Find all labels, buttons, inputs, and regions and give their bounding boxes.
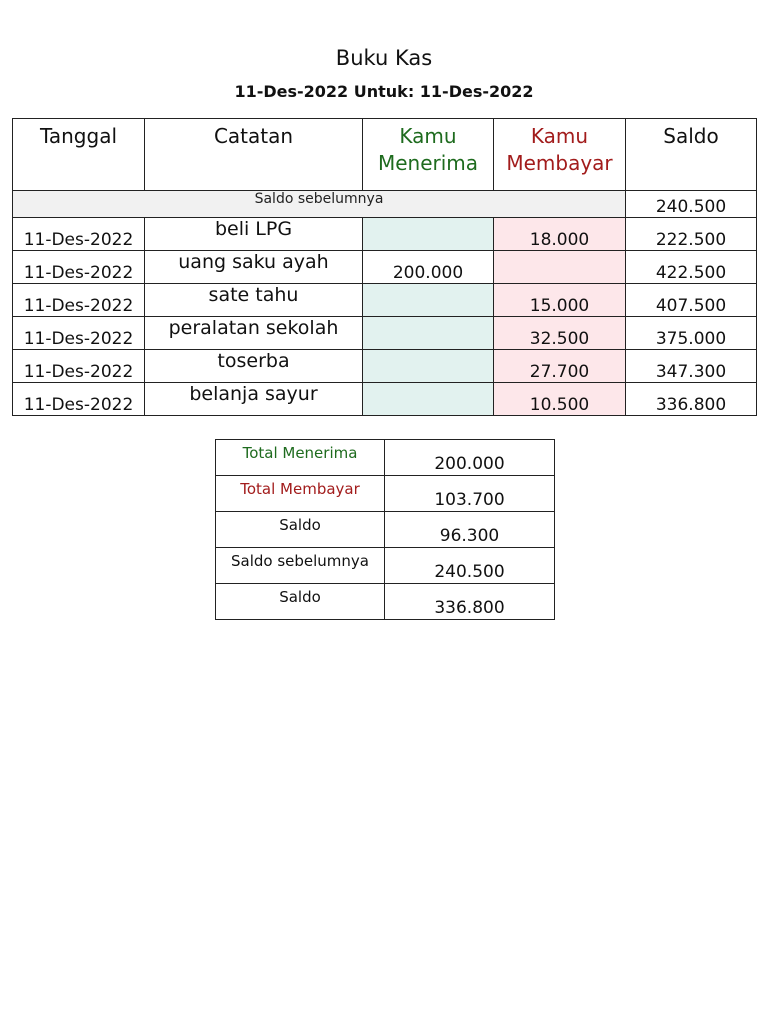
row-receive xyxy=(363,317,494,350)
row-receive xyxy=(363,383,494,416)
row-note: uang saku ayah xyxy=(145,251,363,284)
table-row xyxy=(13,218,757,251)
table-row xyxy=(13,350,757,383)
summary-row xyxy=(216,548,555,584)
row-note: belanja sayur xyxy=(145,383,363,416)
page-title: Buku Kas xyxy=(335,46,433,70)
col-date-header: Tanggal xyxy=(13,119,145,191)
row-date: 11-Des-2022 xyxy=(13,350,145,383)
summary-value: 240.500 xyxy=(385,548,555,584)
col-pay-header-line1: Kamu xyxy=(530,124,589,148)
summary-label: Saldo xyxy=(216,584,385,620)
summary-row xyxy=(216,512,555,548)
row-pay xyxy=(494,251,626,284)
col-receive-header xyxy=(363,119,494,191)
summary-value: 336.800 xyxy=(385,584,555,620)
summary-value: 200.000 xyxy=(385,440,555,476)
col-receive-header-line2: Menerima xyxy=(377,151,479,175)
row-receive: 200.000 xyxy=(363,251,494,284)
table-row xyxy=(13,383,757,416)
row-receive xyxy=(363,350,494,383)
summary-row xyxy=(216,440,555,476)
row-balance: 407.500 xyxy=(626,284,757,317)
row-note: beli LPG xyxy=(145,218,363,251)
previous-balance-label: Saldo sebelumnya xyxy=(13,191,626,218)
row-balance: 222.500 xyxy=(626,218,757,251)
row-pay: 18.000 xyxy=(494,218,626,251)
summary-value: 96.300 xyxy=(385,512,555,548)
summary-label: Saldo xyxy=(216,512,385,548)
cash-book-table xyxy=(12,118,757,416)
row-date: 11-Des-2022 xyxy=(13,383,145,416)
previous-balance-value: 240.500 xyxy=(626,191,757,218)
summary-table xyxy=(215,439,555,620)
row-pay: 15.000 xyxy=(494,284,626,317)
row-balance: 422.500 xyxy=(626,251,757,284)
table-row xyxy=(13,284,757,317)
row-balance: 375.000 xyxy=(626,317,757,350)
summary-label: Saldo sebelumnya xyxy=(216,548,385,584)
row-date: 11-Des-2022 xyxy=(13,251,145,284)
header-row xyxy=(13,119,757,191)
table-row xyxy=(13,251,757,284)
summary-row xyxy=(216,476,555,512)
row-pay: 32.500 xyxy=(494,317,626,350)
summary-label: Total Membayar xyxy=(216,476,385,512)
table-row xyxy=(13,317,757,350)
row-date: 11-Des-2022 xyxy=(13,317,145,350)
summary-row xyxy=(216,584,555,620)
summary-value: 103.700 xyxy=(385,476,555,512)
row-balance: 336.800 xyxy=(626,383,757,416)
row-note: toserba xyxy=(145,350,363,383)
date-range: 11-Des-2022 Untuk: 11-Des-2022 xyxy=(234,82,534,101)
col-pay-header xyxy=(494,119,626,191)
row-date: 11-Des-2022 xyxy=(13,284,145,317)
col-receive-header-line1: Kamu xyxy=(399,124,457,148)
row-balance: 347.300 xyxy=(626,350,757,383)
row-pay: 27.700 xyxy=(494,350,626,383)
previous-balance-row xyxy=(13,191,757,218)
row-note: peralatan sekolah xyxy=(145,317,363,350)
row-date: 11-Des-2022 xyxy=(13,218,145,251)
col-pay-header-line2: Membayar xyxy=(506,151,613,175)
col-balance-header: Saldo xyxy=(626,119,757,191)
summary-label: Total Menerima xyxy=(216,440,385,476)
col-note-header: Catatan xyxy=(145,119,363,191)
row-receive xyxy=(363,284,494,317)
row-pay: 10.500 xyxy=(494,383,626,416)
row-receive xyxy=(363,218,494,251)
row-note: sate tahu xyxy=(145,284,363,317)
